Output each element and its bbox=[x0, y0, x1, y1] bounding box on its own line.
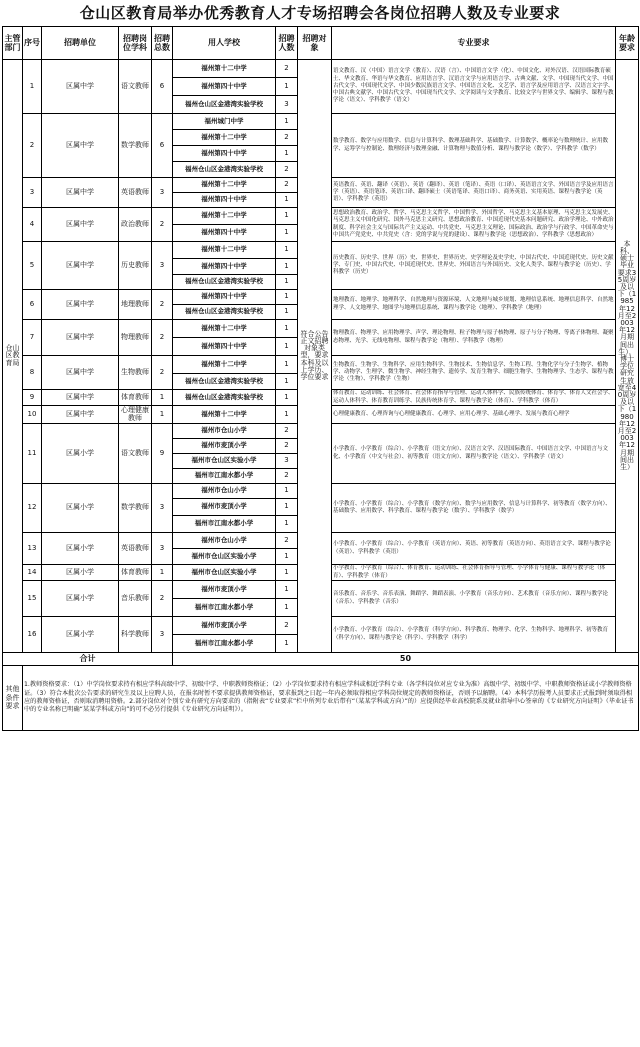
total-cell: 3 bbox=[152, 617, 173, 653]
count-cell: 1 bbox=[276, 516, 298, 533]
count-cell: 1 bbox=[276, 259, 298, 275]
count-cell: 2 bbox=[276, 60, 298, 78]
school-cell: 福州市江南水都小学 bbox=[173, 469, 276, 484]
subject-cell: 体育教师 bbox=[119, 565, 152, 581]
table-header-row bbox=[3, 27, 639, 60]
school-cell: 福州市仓山区实验小学 bbox=[173, 454, 276, 469]
seq-cell: 10 bbox=[23, 406, 42, 424]
school-cell: 福州仓山区金港湾实验学校 bbox=[173, 374, 276, 390]
major-cell: 小学教育、小学教育（综合）、小学教育（英语方向）、英语、初等教育（英语方向）、英语语言文学、课程与教学论（英语）、学科教学（英语） bbox=[332, 533, 616, 565]
footer-label: 其他条件要求 bbox=[3, 666, 23, 731]
header-dept: 主管部门 bbox=[3, 27, 23, 60]
school-cell: 福州仓山区金港湾实验学校 bbox=[173, 275, 276, 290]
total-value: 50 bbox=[173, 653, 639, 666]
recruitment-table bbox=[2, 26, 639, 731]
major-cell: 数学教育、数学与应用数学、信息与计算科学、数理基础科学、基础数学、计算数学、概率论与数理统计、应用数学、运筹学与控制论、数理经济与数理金融、计算物理与数值分析、课程与教学论（数学）、学科教学（数学） bbox=[332, 114, 616, 178]
subject-cell: 历史教师 bbox=[119, 242, 152, 290]
seq-cell: 11 bbox=[23, 424, 42, 484]
unit-cell: 区属中学 bbox=[42, 356, 119, 390]
count-cell: 1 bbox=[276, 78, 298, 96]
total-cell: 2 bbox=[152, 356, 173, 390]
seq-cell: 3 bbox=[23, 178, 42, 208]
subject-cell: 物理教师 bbox=[119, 320, 152, 356]
subject-cell: 政治教师 bbox=[119, 208, 152, 242]
school-cell: 福州第四十中学 bbox=[173, 290, 276, 305]
major-cell: 小学教育、小学教育（综合）、小学教育（科学方向）、科学教育、物理学、化学、生物科学、地理科学、初等教育（科学方向）、课程与教学论（科学）、学科教学（科学） bbox=[332, 617, 616, 653]
count-cell: 1 bbox=[276, 193, 298, 208]
count-cell: 1 bbox=[276, 275, 298, 290]
unit-cell: 区属中学 bbox=[42, 320, 119, 356]
count-cell: 1 bbox=[276, 146, 298, 162]
school-cell: 福州市仓山小学 bbox=[173, 484, 276, 499]
count-cell: 2 bbox=[276, 617, 298, 635]
total-row bbox=[3, 653, 639, 666]
header-subject: 招聘岗位学科 bbox=[119, 27, 152, 60]
major-cell: 地理教育、地理学、地理科学、自然地理与资源环境、人文地理与城乡规划、地理信息系统、地理信息科学、自然地理学、人文地理学、地图学与地理信息系统、课程与教学论（地理）、学科教学（地理） bbox=[332, 290, 616, 320]
subject-cell: 心理健康教师 bbox=[119, 406, 152, 424]
count-cell: 3 bbox=[276, 96, 298, 114]
total-cell: 1 bbox=[152, 565, 173, 581]
seq-cell: 5 bbox=[23, 242, 42, 290]
major-cell: 英语教育、英语、翻译（英语）、英语（翻译）、英语（笔译）、英语（口译）、英语语言文学、外国语言学及应用语言学（英语）、英语笔译、英语口译、翻译硕士（英语笔译、英语口译）、商务英语、实用英语、课程与教学论（英语）、学科教学（英语） bbox=[332, 178, 616, 208]
count-cell: 1 bbox=[276, 208, 298, 225]
page-title: 仓山区教育局举办优秀教育人才专场招聘会各岗位招聘人数及专业要求 bbox=[79, 4, 561, 22]
subject-cell: 地理教师 bbox=[119, 290, 152, 320]
count-cell: 2 bbox=[276, 439, 298, 454]
count-cell: 1 bbox=[276, 549, 298, 565]
school-cell: 福州仓山区金港湾实验学校 bbox=[173, 96, 276, 114]
seq-cell: 15 bbox=[23, 581, 42, 617]
count-cell: 1 bbox=[276, 581, 298, 599]
subject-cell: 语文教师 bbox=[119, 60, 152, 114]
header-school: 用人学校 bbox=[173, 27, 276, 60]
seq-cell: 4 bbox=[23, 208, 42, 242]
subject-cell: 语文教师 bbox=[119, 424, 152, 484]
subject-cell: 音乐教师 bbox=[119, 581, 152, 617]
school-cell: 福州第十二中学 bbox=[173, 320, 276, 338]
header-major: 专业要求 bbox=[332, 27, 616, 60]
school-cell: 福州市麦顶小学 bbox=[173, 439, 276, 454]
total-cell: 3 bbox=[152, 484, 173, 533]
school-cell: 福州市麦顶小学 bbox=[173, 581, 276, 599]
count-cell: 1 bbox=[276, 635, 298, 653]
unit-cell: 区属中学 bbox=[42, 290, 119, 320]
subject-cell: 数学教师 bbox=[119, 484, 152, 533]
school-cell: 福州第十二中学 bbox=[173, 178, 276, 193]
count-cell: 1 bbox=[276, 114, 298, 130]
unit-cell: 区属小学 bbox=[42, 424, 119, 484]
major-cell: 心理健康教育、心理咨询与心理健康教育、心理学、应用心理学、基础心理学、发展与教育心理学 bbox=[332, 406, 616, 424]
total-cell: 2 bbox=[152, 581, 173, 617]
major-cell: 思想政治教育、政治学、哲学、马克思主义哲学、中国哲学、外国哲学、马克思主义基本原理、马克思主义发展史、马克思主义中国化研究、国外马克思主义研究、思想政治教育、中国近现代史基本问题研究、政治学理论、中外政治制度、科学社会主义与国际共产主义运动、中共党史、马克思主义理论、国际政治、政治学与行政学、中国革命史与中国共产党党史、中共党史（含：党的学说与党的建设）、课程与教学论（思想政治）、学科教学（思想政治） bbox=[332, 208, 616, 242]
unit-cell: 区属小学 bbox=[42, 565, 119, 581]
seq-cell: 12 bbox=[23, 484, 42, 533]
header-target: 招聘对象 bbox=[298, 27, 332, 60]
total-cell: 2 bbox=[152, 320, 173, 356]
count-cell: 1 bbox=[276, 242, 298, 259]
school-cell: 福州市麦顶小学 bbox=[173, 617, 276, 635]
school-cell: 福州第四十中学 bbox=[173, 259, 276, 275]
seq-cell: 1 bbox=[23, 60, 42, 114]
count-cell: 2 bbox=[276, 469, 298, 484]
footer-row bbox=[3, 666, 639, 731]
school-cell: 福州第十二中学 bbox=[173, 406, 276, 424]
school-cell: 福州市江南水都小学 bbox=[173, 599, 276, 617]
unit-cell: 区属中学 bbox=[42, 114, 119, 178]
major-cell: 音乐教育、音乐学、音乐表演、舞蹈学、舞蹈表演、小学教育（音乐方向）、艺术教育（音乐方向）、课程与教学论（音乐）、学科教学（音乐） bbox=[332, 581, 616, 617]
school-cell: 福州第四十中学 bbox=[173, 193, 276, 208]
school-cell: 福州仓山区金港湾实验学校 bbox=[173, 390, 276, 406]
total-cell: 2 bbox=[152, 290, 173, 320]
seq-cell: 16 bbox=[23, 617, 42, 653]
school-cell: 福州市仓山区实验小学 bbox=[173, 549, 276, 565]
unit-cell: 区属小学 bbox=[42, 484, 119, 533]
count-cell: 2 bbox=[276, 533, 298, 549]
count-cell: 2 bbox=[276, 130, 298, 146]
total-cell: 2 bbox=[152, 208, 173, 242]
header-age: 年龄要求 bbox=[616, 27, 639, 60]
seq-cell: 8 bbox=[23, 356, 42, 390]
subject-cell: 英语教师 bbox=[119, 178, 152, 208]
count-cell: 1 bbox=[276, 338, 298, 356]
unit-cell: 区属中学 bbox=[42, 60, 119, 114]
unit-cell: 区属中学 bbox=[42, 178, 119, 208]
count-cell: 1 bbox=[276, 565, 298, 581]
subject-cell: 体育教师 bbox=[119, 390, 152, 406]
count-cell: 1 bbox=[276, 599, 298, 617]
target-cell: 符合公告正文招聘对象类型，要求本科及以上学历、学位要求 bbox=[298, 60, 332, 653]
total-cell: 3 bbox=[152, 178, 173, 208]
count-cell: 1 bbox=[276, 305, 298, 320]
school-cell: 福州城门中学 bbox=[173, 114, 276, 130]
seq-cell: 6 bbox=[23, 290, 42, 320]
school-cell: 福州第十二中学 bbox=[173, 356, 276, 374]
total-cell: 1 bbox=[152, 390, 173, 406]
major-cell: 体育教育、运动训练、社会体育、社会体育指导与管理、运动人体科学、民族传统体育、体育学、体育人文社会学、运动人体科学、体育教育训练学、民族传统体育学、课程与教学论（体育）、学科教学（体育） bbox=[333, 390, 614, 404]
table-body bbox=[3, 60, 639, 653]
total-cell: 3 bbox=[152, 242, 173, 290]
total-cell: 6 bbox=[152, 60, 173, 114]
major-cell: 小学教育、小学教育（综合）、小学教育（数学方向）、数学与应用数学、信息与计算科学、初等教育（数学方向）、基础数学、应用数学、科学教育、课程与教学论（数学）、学科教学（数学） bbox=[332, 484, 616, 533]
total-cell: 1 bbox=[152, 406, 173, 424]
school-cell: 福州仓山区金港湾实验学校 bbox=[173, 305, 276, 320]
subject-cell: 英语教师 bbox=[119, 533, 152, 565]
count-cell: 1 bbox=[276, 484, 298, 499]
count-cell: 1 bbox=[276, 499, 298, 516]
school-cell: 福州第四十中学 bbox=[173, 146, 276, 162]
total-cell: 9 bbox=[152, 424, 173, 484]
unit-cell: 区属中学 bbox=[42, 406, 119, 424]
seq-cell: 13 bbox=[23, 533, 42, 565]
school-cell: 福州第十二中学 bbox=[173, 242, 276, 259]
count-cell: 2 bbox=[276, 178, 298, 193]
header-unit: 招聘单位 bbox=[42, 27, 119, 60]
unit-cell: 区属中学 bbox=[42, 208, 119, 242]
total-cell: 6 bbox=[152, 114, 173, 178]
count-cell: 1 bbox=[276, 406, 298, 424]
seq-cell: 7 bbox=[23, 320, 42, 356]
seq-cell: 2 bbox=[23, 114, 42, 178]
school-cell: 福州第四十中学 bbox=[173, 225, 276, 242]
total-label: 合计 bbox=[3, 653, 173, 666]
major-cell: 历史教育、历史学、世界（历）史、世界史、世界历史、史学理论及史学史、中国古代史、中国近现代史、历史文献学、专门史、中国古代史、中国近现代史、世界史、外国语言与外国历史、文化人类学、课程与教学论（历史）、学科教学（历史） bbox=[332, 242, 616, 290]
unit-cell: 区属中学 bbox=[42, 390, 119, 406]
count-cell: 2 bbox=[276, 162, 298, 178]
header-seq: 序号 bbox=[23, 27, 42, 60]
count-cell: 1 bbox=[276, 390, 298, 406]
dept-cell: 仓山区教育局 bbox=[3, 60, 23, 653]
table-row bbox=[3, 60, 639, 78]
header-count: 招聘人数 bbox=[276, 27, 298, 60]
major-cell: 生物教育、生物学、生物科学、应用生物科学、生物技术、生物信息学、生物工程、生物化学与分子生物学、植物学、动物学、生理学、微生物学、神经生物学、遗传学、发育生物学、细胞生物学、生物物理学、生态学、课程与教学论（生物）、学科教学（生物） bbox=[332, 356, 616, 390]
school-cell: 福州市仓山小学 bbox=[173, 533, 276, 549]
school-cell: 福州第十二中学 bbox=[173, 130, 276, 146]
subject-cell: 科学教师 bbox=[119, 617, 152, 653]
subject-cell: 生物教师 bbox=[119, 356, 152, 390]
seq-cell: 14 bbox=[23, 565, 42, 581]
school-cell: 福州市江南水都小学 bbox=[173, 635, 276, 653]
count-cell: 3 bbox=[276, 454, 298, 469]
school-cell: 福州仓山区金港湾实验学校 bbox=[173, 162, 276, 178]
major-cell: 小学教育、小学教育（综合）、小学教育（语文方向）、汉语言文学、汉语国际教育、中国语言文学、中国语言与文化、小学教育（中文与社会）、初等教育（语文方向）、课程与教学论（语文）、学科教学（语文） bbox=[332, 424, 616, 484]
major-cell: 语文教育、汉（中国）语言文学（教育）、汉语（言）、中国语言文学（化）、中国文化、对外汉语、汉语国际教育硕士、华文教育、华语与华文教育、应用语言学、汉语言文学与应用语言学、古典文献、文学、中国现当代文学、中国古代文学、中国现代文学、中国少数民族语言文学、中国语言文化、文艺学、语言学及应用语言学、汉语言文字学、中国古典文献学、中国古代文学、中国现当代文学、文学阅读与文学教育、比较文学与世界文学、编辑学、课程与教学论（语文）、学科教学（语文） bbox=[332, 60, 616, 114]
school-cell: 福州第四十中学 bbox=[173, 78, 276, 96]
footer-text: 1.教师资格要求：（1）中学岗位要求持有相应学科高级中学、初级中学、中职教师资格证；（2）小学岗位要求持有相应学科或相近学科专业（各学科岗位对应专业为准）高级中学、初级中学、中职教师资格证或小学教师资格证。（3）符合本批次公告要求的研究生及以上应聘人员，在报名时暂不要求提供教师资格证，要求报到之日起一年内必须取得相应学科岗位规定的教师资格证，否则予以解聘。（4）本科学历报考人员要求正式报到时须取得相应的教师资格证，否则取消聘用资格。2.部分岗位对个别专业有研究方向要求的（指附表“专业要求”栏中所列专业后带有“（某某学科或方向）”的）应提供经毕业高校院系及就业指导中心签章的《专业研究方向证明》（毕业证书中的专业名称已明确“某某学科或方向”的可不必另行提供《专业研究方向证明》）。 bbox=[23, 666, 639, 731]
header-total: 招聘总数 bbox=[152, 27, 173, 60]
major-cell: 小学教育、小学教育（综合）、体育教育、运动训练、社会体育指导与管理、小学体育与健康、课程与教学论（体育）、学科教学（体育） bbox=[332, 565, 616, 581]
count-cell: 1 bbox=[276, 320, 298, 338]
count-cell: 1 bbox=[276, 356, 298, 374]
count-cell: 1 bbox=[276, 374, 298, 390]
school-cell: 福州市仓山区实验小学 bbox=[173, 565, 276, 581]
count-cell: 1 bbox=[276, 290, 298, 305]
school-cell: 福州第四十中学 bbox=[173, 338, 276, 356]
unit-cell: 区属小学 bbox=[42, 533, 119, 565]
school-cell: 福州市麦顶小学 bbox=[173, 499, 276, 516]
major-cell: 物理教育、物理学、应用物理学、声学、理论物理、粒子物理与原子核物理、原子与分子物理、等离子体物理、凝聚态物理、光学、无线电物理、课程与教学论（物理）、学科教学（物理） bbox=[332, 320, 616, 356]
unit-cell: 区属小学 bbox=[42, 617, 119, 653]
subject-cell: 数学教师 bbox=[119, 114, 152, 178]
age-cell: 本科、硕士毕业要求35周岁及以下（1985年12月至2003年12月期间出生），博士学位研究生放宽至40周岁及以下（1980年12月至2003年12月期间出生） bbox=[616, 60, 639, 653]
total-cell: 3 bbox=[152, 533, 173, 565]
seq-cell: 9 bbox=[23, 390, 42, 406]
school-cell: 福州第十二中学 bbox=[173, 60, 276, 78]
count-cell: 2 bbox=[276, 424, 298, 439]
count-cell: 1 bbox=[276, 225, 298, 242]
unit-cell: 区属小学 bbox=[42, 581, 119, 617]
school-cell: 福州市江南水都小学 bbox=[173, 516, 276, 533]
school-cell: 福州市仓山小学 bbox=[173, 424, 276, 439]
unit-cell: 区属中学 bbox=[42, 242, 119, 290]
school-cell: 福州第十二中学 bbox=[173, 208, 276, 225]
